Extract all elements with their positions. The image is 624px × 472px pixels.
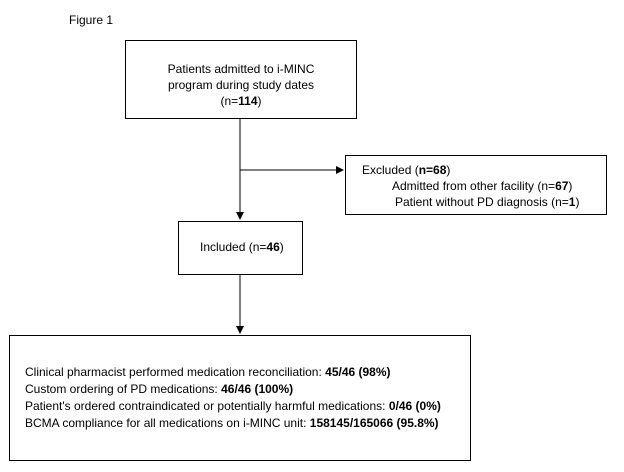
outcome-row: Patient's ordered contraindicated or potentially harmful medications: 0/46 (0%) bbox=[25, 399, 441, 413]
included-count: 46 bbox=[266, 240, 280, 254]
included-label: Included (n=46) bbox=[200, 240, 284, 254]
outcome-row: Clinical pharmacist performed medication reconciliation: 45/46 (98%) bbox=[25, 365, 391, 379]
admitted-count-line: (n=114) bbox=[220, 94, 262, 108]
excluded-item-other-facility: Admitted from other facility (n=67) bbox=[392, 179, 573, 193]
admitted-patients-box bbox=[125, 40, 357, 119]
excluded-heading: Excluded (n=68) bbox=[362, 163, 451, 177]
admitted-line2: program during study dates bbox=[167, 78, 315, 92]
outcome-row: Custom ordering of PD medications: 46/46 (100%) bbox=[25, 382, 294, 396]
outcome-row: BCMA compliance for all medications on i-MINC unit: 158145/165066 (95.8%) bbox=[25, 416, 439, 430]
included-patients-box bbox=[178, 221, 303, 275]
excluded-count: n=68 bbox=[418, 163, 447, 177]
figure-label: Figure 1 bbox=[69, 13, 114, 27]
outcomes-box bbox=[9, 335, 471, 461]
admitted-line1: Patients admitted to i-MINC bbox=[167, 62, 315, 76]
admitted-count: 114 bbox=[238, 94, 258, 108]
excluded-item-no-pd-diagnosis: Patient without PD diagnosis (n=1) bbox=[395, 195, 580, 209]
excluded-patients-box bbox=[345, 155, 607, 215]
